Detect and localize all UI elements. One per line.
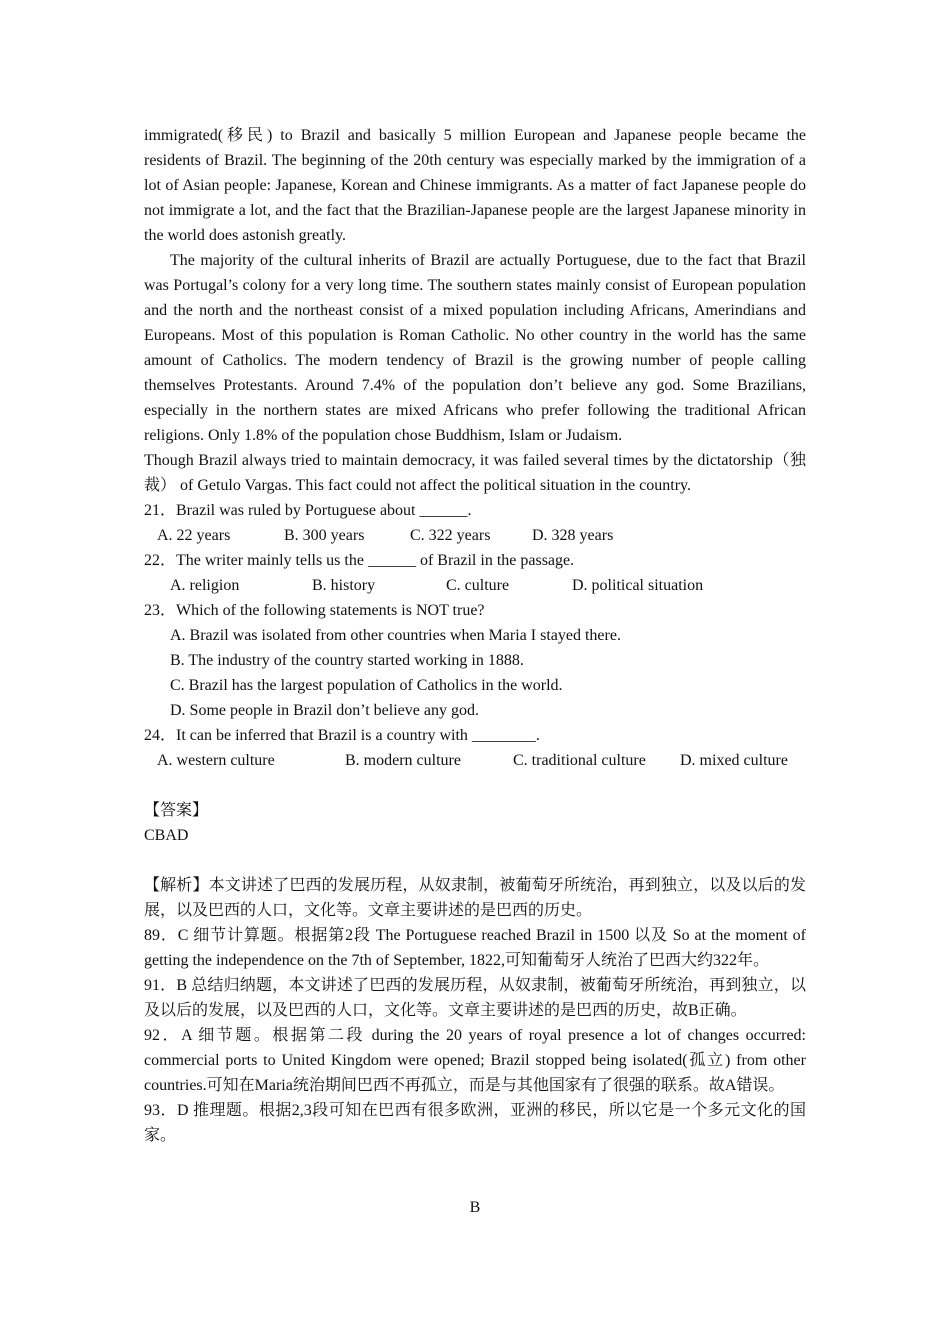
spacer [144,773,806,798]
analysis-item-92: 92．A 细节题。根据第二段 during the 20 years of royal presence a lot of changes occurred: commercial ports to United Kingdom were opened; Brazil stopped being isolated(孤立) from other countries.可知在Maria统治期间巴西不再孤立，而是与其他国家有了很强的联系。故A错误。 [144,1027,806,1094]
option-c: C. Brazil has the largest population of Catholics in the world. [170,677,563,694]
question-22 [144,548,806,598]
option-b: B. 300 years [284,527,365,544]
question-options [144,573,806,598]
option-a: A. religion [170,577,240,594]
question-stem: 23．Which of the following statements is NOT true? [144,602,485,619]
analysis-item-89: 89．C 细节计算题。根据第2段 The Portuguese reached Brazil in 1500 以及 So at the moment of getting the independence on the 7th of September, 1822,可知葡萄牙人统治了巴西大约322年。 [144,927,806,969]
question-21 [144,498,806,548]
passage-paragraph-2: The majority of the cultural inherits of Brazil are actually Portuguese, due to the fact that Brazil was Portugal’s colony for a very long time. The southern states mainly consist of European population and the north and the northeast consist of a mixed population including Africans, Amerindians and Europeans. Most of this population is Roman Catholic. No other country in the world has the same amount of Catholics. The modern tendency of Brazil is the growing number of people calling themselves Protestants. Around 7.4% of the population don’t believe any god. Some Brazilians, especially in the northern states are mixed Africans who prefer following the traditional African religions. Only 1.8% of the population chose Buddhism, Islam or Judaism. [144,252,806,444]
option-d: D. Some people in Brazil don’t believe any god. [170,702,479,719]
answer-value: CBAD [144,827,189,844]
question-options [144,523,806,548]
option-d: D. mixed culture [680,752,788,769]
passage-paragraph-3: Though Brazil always tried to maintain democracy, it was failed several times by the dictatorship（独裁） of Getulo Vargas. This fact could not affect the political situation in the country. [144,452,806,494]
option-b: B. modern culture [345,752,461,769]
question-23 [144,598,806,723]
question-stem: 24．It can be inferred that Brazil is a country with ________. [144,727,540,744]
page-footer-label: B [469,1199,481,1216]
option-d: D. 328 years [532,527,614,544]
option-a: A. 22 years [157,527,231,544]
option-b: B. history [312,577,376,594]
answer-heading: 【答案】 [144,802,209,819]
option-a: A. western culture [157,752,275,769]
analysis-item-93: 93．D 推理题。根据2,3段可知在巴西有很多欧洲，亚洲的移民，所以它是一个多元文化的国家。 [144,1102,806,1144]
document-body [144,123,806,1148]
spacer [144,848,806,873]
question-stem: 21．Brazil was ruled by Portuguese about ______. [144,502,472,519]
option-c: C. culture [446,577,510,594]
option-d: D. political situation [572,577,704,594]
option-c: C. traditional culture [513,752,646,769]
option-c: C. 322 years [410,527,491,544]
question-24 [144,723,806,773]
option-a: A. Brazil was isolated from other countries when Maria I stayed there. [170,627,621,644]
analysis-intro: 【解析】本文讲述了巴西的发展历程，从奴隶制，被葡萄牙所统治，再到独立，以及以后的发展，以及巴西的人口，文化等。文章主要讲述的是巴西的历史。 [144,877,806,919]
question-options [144,748,806,773]
question-stem: 22．The writer mainly tells us the ______ of Brazil in the passage. [144,552,575,569]
analysis-item-91: 91．B 总结归纳题，本文讲述了巴西的发展历程，从奴隶制，被葡萄牙所统治，再到独立，以及以后的发展，以及巴西的人口，文化等。文章主要讲述的是巴西的历史，故B正确。 [144,977,806,1019]
option-b: B. The industry of the country started working in 1888. [170,652,524,669]
passage-paragraph-1: immigrated(移民) to Brazil and basically 5 million European and Japanese people became the residents of Brazil. The beginning of the 20th century was especially marked by the immigration of a lot of Asian people: Japanese, Korean and Chinese immigrants. As a matter of fact Japanese people do not immigrate a lot, and the fact that the Brazilian-Japanese people are the largest Japanese minority in the world does astonish greatly. [144,127,806,244]
